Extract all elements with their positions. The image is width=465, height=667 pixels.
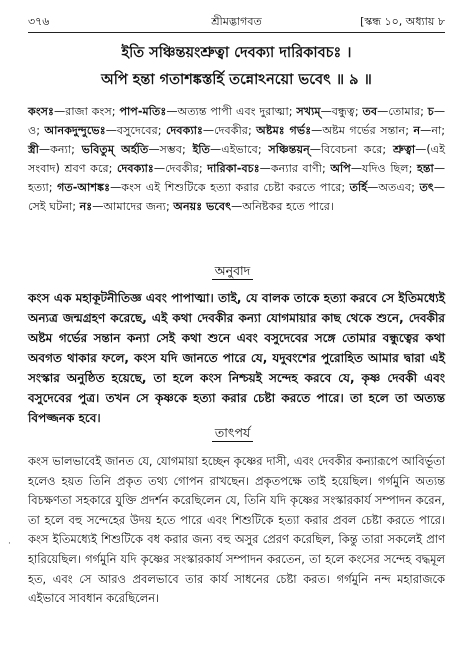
- gloss-word: আনকদুন্দুভেঃ: [44, 124, 106, 137]
- gloss-entry: সঞ্চিন্তয়ন্—বিবেচনা করে;: [268, 143, 393, 156]
- gloss-entry: তৎ—সেই ঘটনা;: [28, 181, 446, 213]
- header-divider: [28, 32, 445, 33]
- gloss-meaning: কন্যা: [50, 143, 72, 156]
- gloss-word: দারিকা-বচঃ: [207, 162, 260, 175]
- gloss-word: দেবক্যাঃ: [165, 124, 203, 137]
- sanskrit-verse: [28, 40, 445, 94]
- gloss-word: স্ত্রী: [28, 143, 39, 156]
- gloss-word: সখ্যম্: [296, 105, 321, 118]
- gloss-entry: আনকদুন্দুভেঃ—বসুদেবের;: [44, 124, 166, 137]
- gloss-meaning: দেবকীর: [214, 124, 248, 137]
- gloss-meaning: হত্যা: [28, 181, 49, 194]
- gloss-entry: ইতি—এইভাবে;: [192, 143, 269, 156]
- gloss-entry: তব—তোমার;: [362, 105, 428, 118]
- gloss-meaning: কংস এই শিশুটিকে হত্যা করার চেষ্টা করতে পারে: [121, 181, 342, 194]
- gloss-meaning: অতএব: [378, 181, 412, 194]
- gloss-entry: দেবক্যাঃ—দেবকীর;: [165, 124, 257, 137]
- gloss-entry: অনয়ঃ ভবেৎ—অনিষ্টকর হতে পারে।: [173, 200, 334, 213]
- gloss-entry: ন—না;: [413, 124, 446, 137]
- gloss-word: তব: [362, 105, 378, 118]
- gloss-entry: কংসঃ—রাজা কংস;: [28, 105, 120, 118]
- book-title: শ্রীমদ্ভাগবত: [211, 15, 262, 28]
- purport-heading: [0, 425, 465, 441]
- gloss-meaning: রাজা কংস: [65, 105, 112, 118]
- gloss-meaning: ও: [28, 124, 37, 137]
- purport-heading-text: তাৎপর্য: [212, 425, 253, 442]
- gloss-meaning: এইভাবে: [221, 143, 258, 156]
- gloss-word: নঃ: [79, 200, 93, 213]
- gloss-entry: হন্তা—হত্যা;: [28, 162, 445, 194]
- gloss-word: তৎ: [419, 181, 434, 194]
- gloss-meaning: বন্ধুত্ব: [331, 105, 355, 118]
- gloss-word: তর্হি: [349, 181, 368, 194]
- gloss-meaning: বিবেচনা করে: [320, 143, 383, 156]
- verse-line-2: অপি হন্তা গতাশঙ্কস্তর্হি তন্নোঽনয়ো ভবেৎ ॥ ৯ ॥: [101, 72, 372, 88]
- gloss-entry: শ্রুত্বা—(এই সংবাদ) শ্রবণ করে;: [28, 143, 446, 175]
- gloss-word: অষ্টমঃ গর্ভঃ: [256, 124, 312, 137]
- gloss-entry: সখ্যম্—বন্ধুত্ব;: [296, 105, 363, 118]
- gloss-meaning: আমাদের জন্য: [103, 200, 166, 213]
- gloss-meaning: দেবকীর: [165, 162, 199, 175]
- gloss-word: অপি: [330, 162, 351, 175]
- gloss-entry: দেবক্যাঃ—দেবকীর;: [116, 162, 208, 175]
- gloss-word: গত-আশঙ্কঃ: [57, 181, 111, 194]
- gloss-entry: ভবিতুম্ অর্হতি—সম্ভব;: [81, 143, 193, 156]
- gloss-entry: গত-আশঙ্কঃ—কংস এই শিশুটিকে হত্যা করার চেষ্টা করতে পারে;: [57, 181, 350, 194]
- gloss-word: ভবিতুম্ অর্হতি: [81, 143, 149, 156]
- verse-line-1: ইতি সঞ্চিন্তয়ংশ্রুত্বা দেবক্যা দারিকাবচঃ ।: [121, 45, 352, 61]
- page-header: [28, 12, 445, 32]
- gloss-meaning: অত্যন্ত পাপী এবং দুরাত্মা: [177, 105, 289, 118]
- gloss-entry: নঃ—আমাদের জন্য;: [79, 200, 174, 213]
- gloss-meaning: তোমার: [388, 105, 421, 118]
- gloss-word: চ: [427, 105, 434, 118]
- margin-mark: ·: [8, 539, 11, 549]
- gloss-meaning: অনিষ্টকর হতে পারে: [242, 200, 330, 213]
- gloss-word: কংসঃ: [28, 105, 54, 118]
- gloss-word: হন্তা: [416, 162, 434, 175]
- gloss-meaning: বসুদেবের: [116, 124, 158, 137]
- gloss-entry: তর্হি—অতএব;: [349, 181, 420, 194]
- gloss-word: সঞ্চিন্তয়ন্: [268, 143, 310, 156]
- word-for-word-synonyms: [28, 102, 445, 216]
- gloss-entry: দারিকা-বচঃ—কন্যার বাণী;: [207, 162, 331, 175]
- purport-text: কংস ভালভাবেই জানত যে, যোগমায়া হচ্ছেন কৃষ্ণের দাসী, এবং দেবকীর কন্যারূপে আবির্ভূতা হলেও হয়ত তিনি প্রকৃত তথ্য গোপন রাখছেন। প্রকৃতপক্ষে তাই হয়েছিল। গর্গমুনি অত্যন্ত বিচক্ষণতা সহকারে যুক্তি প্রদর্শন করেছিলেন যে, তিনি যদি কৃষ্ণের সংস্কারকার্য সম্পাদন করেন, তা হলে বহু সন্দেহের উদয় হতে পারে এবং শিশুটিকে হত্যা করার প্রবল চেষ্টা করতে পারে। কংস ইতিমধ্যেই শিশুটিকে বধ করার জন্য বহু অসুর প্রেরণ করেছিল, কিন্তু তারা সকলেই প্রাণ হারিয়েছিল। গর্গমুনি যদি কৃষ্ণের সংস্কারকার্য সম্পাদন করতেন, তা হলে কংসের সন্দেহ বদ্ধমূল হত, এবং সে আরও প্রবলভাবে তার কার্য সাধনের চেষ্টা করত। গর্গমুনি নন্দ মহারাজকে এইভাবে সাবধান করেছিলেন।: [28, 454, 445, 606]
- page-number: ৩৭৬: [28, 15, 50, 28]
- gloss-meaning: সম্ভব: [159, 143, 183, 156]
- gloss-entry: স্ত্রী—কন্যা;: [28, 143, 82, 156]
- gloss-word: ন: [413, 124, 421, 137]
- gloss-entry: চ—ও;: [28, 105, 446, 137]
- gloss-entry: অষ্টমঃ গর্ভঃ—অষ্টম গর্ভের সন্তান;: [256, 124, 414, 137]
- gloss-word: ইতি: [192, 143, 211, 156]
- chapter-reference: [স্কন্ধ ১০, অধ্যায় ৮: [360, 15, 445, 28]
- gloss-entry: অপি—যদিও ছিল;: [330, 162, 417, 175]
- gloss-word: শ্রুত্বা: [392, 143, 416, 156]
- translation-heading: [0, 263, 465, 279]
- gloss-meaning: (এই সংবাদ) শ্রবণ করে: [28, 143, 446, 175]
- translation-heading-text: অনুবাদ: [212, 263, 253, 280]
- gloss-meaning: অষ্টম গর্ভের সন্তান: [322, 124, 406, 137]
- gloss-word: দেবক্যাঃ: [116, 162, 154, 175]
- gloss-meaning: কন্যার বাণী: [270, 162, 322, 175]
- gloss-word: অনয়ঃ ভবেৎ: [173, 200, 232, 213]
- gloss-meaning: যদিও ছিল: [362, 162, 409, 175]
- gloss-entry: পাপ-মতিঃ—অত্যন্ত পাপী এবং দুরাত্মা;: [119, 105, 297, 118]
- translation-text: কংস এক মহাকূটনীতিজ্ঞ এবং পাপাত্মা। তাই, যে বালক তাকে হত্যা করবে সে ইতিমধ্যেই অন্যত্র জন্মগ্রহণ করেছে, এই কথা দেবকীর কন্যা যোগমায়ার কাছ থেকে শুনে, দেবকীর অষ্টম গর্ভের সন্তান কন্যা সেই কথা শুনে এবং বসুদেবের সঙ্গে তোমার বন্ধুত্বের কথা অবগত থাকার ফলে, কংস যদি জানতে পারে যে, যদুবংশের পুরোহিত আমার দ্বারা এই সংস্কার অনুষ্ঠিত হয়েছে, তা হলে কংস নিশ্চয়ই সন্দেহ করবে যে, কৃষ্ণ দেবকী এবং বসুদেবের পুত্র। তখন সে কৃষ্ণকে হত্যা করার চেষ্টা করতে পারে। তা হলে তা অত্যন্ত বিপজ্জনক হবে।: [28, 291, 445, 425]
- gloss-meaning: সেই ঘটনা: [28, 200, 73, 213]
- gloss-word: পাপ-মতিঃ: [119, 105, 167, 118]
- gloss-meaning: না: [431, 124, 442, 137]
